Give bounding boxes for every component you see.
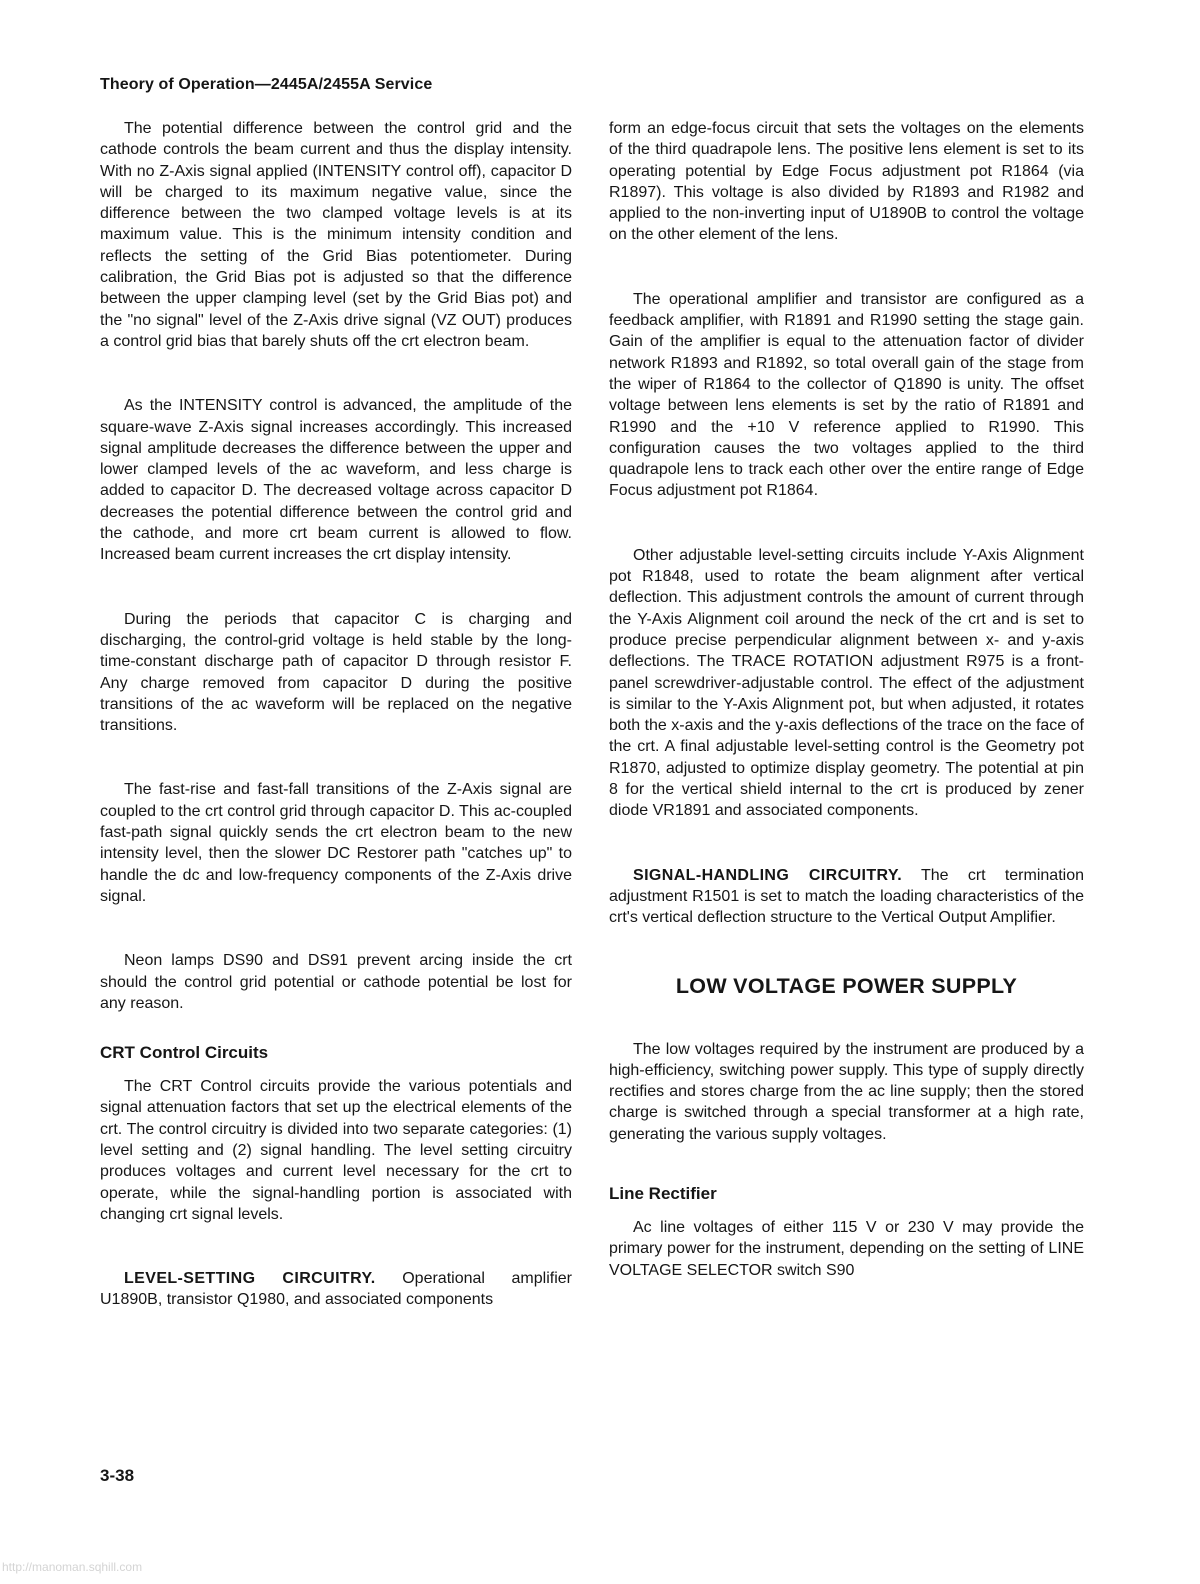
footer-url: http://manoman.sqhill.com — [2, 1560, 143, 1574]
paragraph-neon-lamps: Neon lamps DS90 and DS91 prevent arcing inside the crt should the control grid potential or cathode potential be lost for any reason. — [100, 952, 572, 1012]
paragraph-signal-handling — [609, 865, 1084, 929]
line-rectifier-heading: Line Rectifier — [609, 1183, 717, 1203]
paragraph-level-setting — [100, 1268, 572, 1311]
paragraph-low-voltage: The low voltages required by the instrument are produced by a high-efficiency, switching power supply. This type of supply directly rectifies and stores charge from the ac line supply; then the stored charge is switched through a special transformer at a high rate, generating the various supply voltages. — [609, 1040, 1084, 1143]
crt-control-circuits-heading: CRT Control Circuits — [100, 1043, 269, 1063]
paragraph-level-setting-circuits: Other adjustable level-setting circuits include Y-Axis Alignment pot R1848, used to rotate the beam alignment after vertical deflection. This adjustment controls the amount of current through the Y-Axis Alignment coil around the neck of the crt and is set to produce precise perpendicular alignment between x- and y-axis deflections. The TRACE ROTATION adjustment R975 is a front-panel screwdriver-adjustable control. The effect of the adjustment is similar to the Y-Axis Alignment pot, but when adjusted, it rotates both the x-axis and the y-axis deflections of the trace on the face of the crt. A final adjustable level-setting control is the Geometry pot R1870, adjusted to optimize display geometry. The potential at pin 8 for the vertical shield internal to the crt is produced by zener diode VR1891 and associated components. — [609, 546, 1084, 820]
paragraph-intensity-control: As the INTENSITY control is advanced, the amplitude of the square-wave Z-Axis signal increases accordingly. This increased signal amplitude decreases the difference between the upper and lower clamped levels of the ac waveform, and less charge is added to capacitor D. The decreased voltage across capacitor D decreases the potential difference between the control grid and the cathode, and more crt beam current is allowed to flow. Increased beam current increases the crt display intensity. — [100, 397, 572, 564]
page-number: 3-38 — [100, 1466, 135, 1485]
paragraph-feedback-amplifier: The operational amplifier and transistor are configured as a feedback amplifier, with R1891 and R1990 setting the stage gain. Gain of the amplifier is equal to the attenuation factor of divider network R1893 and R1892, so total overall gain of the stage from the wiper of R1864 to the collector of Q1890 is unity. The offset voltage between lens elements is set by the ratio of R1891 and R1990 and the +10 V reference applied to R1990. This configuration causes the two voltages applied to the third quadrapole lens to track each other over the entire range of Edge Focus adjustment pot R1864. — [609, 290, 1084, 500]
running-header: Theory of Operation—2445A/2455A Service — [100, 76, 433, 93]
left-column — [100, 118, 572, 1311]
signal-handling-runin: SIGNAL-HANDLING CIRCUITRY. — [633, 866, 903, 884]
paragraph-line-rectifier: Ac line voltages of either 115 V or 230 V may provide the primary power for the instrument, depending on the setting of LINE VOLTAGE SELECTOR switch S90 — [609, 1218, 1084, 1279]
right-column — [609, 118, 1084, 1281]
paragraph-edge-focus: form an edge-focus circuit that sets the voltages on the elements of the third quadrapole lens. The positive lens element is set to its operating potential by Edge Focus adjustment pot R1864 (via R1897). This voltage is also divided by R1893 and R1982 and applied to the non-inverting input of U1890B to control the voltage on the other element of the lens. — [609, 120, 1084, 244]
paragraph-capacitor-charging: During the periods that capacitor C is charging and discharging, the control-grid voltage is held stable by the long-time-constant discharge path of capacitor D through resistor F. Any charge removed from capacitor D during the positive transitions of the ac waveform will be replaced on the negative transitions. — [100, 610, 572, 735]
paragraph-fast-transitions: The fast-rise and fast-fall transitions of the Z-Axis signal are coupled to the crt control grid through capacitor D. This ac-coupled fast-path signal quickly sends the crt electron beam to the new intensity level, then the slower DC Restorer path "catches up" to handle the dc and low-frequency components of the Z-Axis drive signal. — [100, 781, 572, 905]
level-setting-text: Operational amplifier U1890B, transistor Q1980, and associated components — [100, 1270, 572, 1309]
level-setting-runin: LEVEL-SETTING CIRCUITRY. — [124, 1270, 376, 1288]
paragraph-grid-bias: The potential difference between the control grid and the cathode controls the beam current and thus the display intensity. With no Z-Axis signal applied (INTENSITY control off), capacitor D will be charged to its maximum negative value, since the difference between the two clamped voltage levels is at its maximum value. This is the minimum intensity condition and reflects the setting of the Grid Bias potentiometer. During calibration, the Grid Bias pot is adjusted so that the difference between the upper clamping level (set by the Grid Bias pot) and the "no signal" level of the Z-Axis drive signal (VZ OUT) produces a control grid bias that barely shuts off the crt electron beam. — [100, 120, 572, 350]
paragraph-crt-control: The CRT Control circuits provide the various potentials and signal attenuation factors that set up the electrical elements of the crt. The control circuitry is divided into two separate categories: (1) level setting and (2) signal handling. The level setting circuitry produces voltages and current level necessary for the crt to operate, while the signal-handling portion is associated with changing crt signal levels. — [100, 1078, 572, 1223]
low-voltage-power-supply-heading: LOW VOLTAGE POWER SUPPLY — [675, 973, 1018, 998]
signal-handling-text: The crt termination adjustment R1501 is set to match the loading characteristics of the crt's vertical deflection structure to the Vertical Output Amplifier. — [609, 866, 1084, 927]
